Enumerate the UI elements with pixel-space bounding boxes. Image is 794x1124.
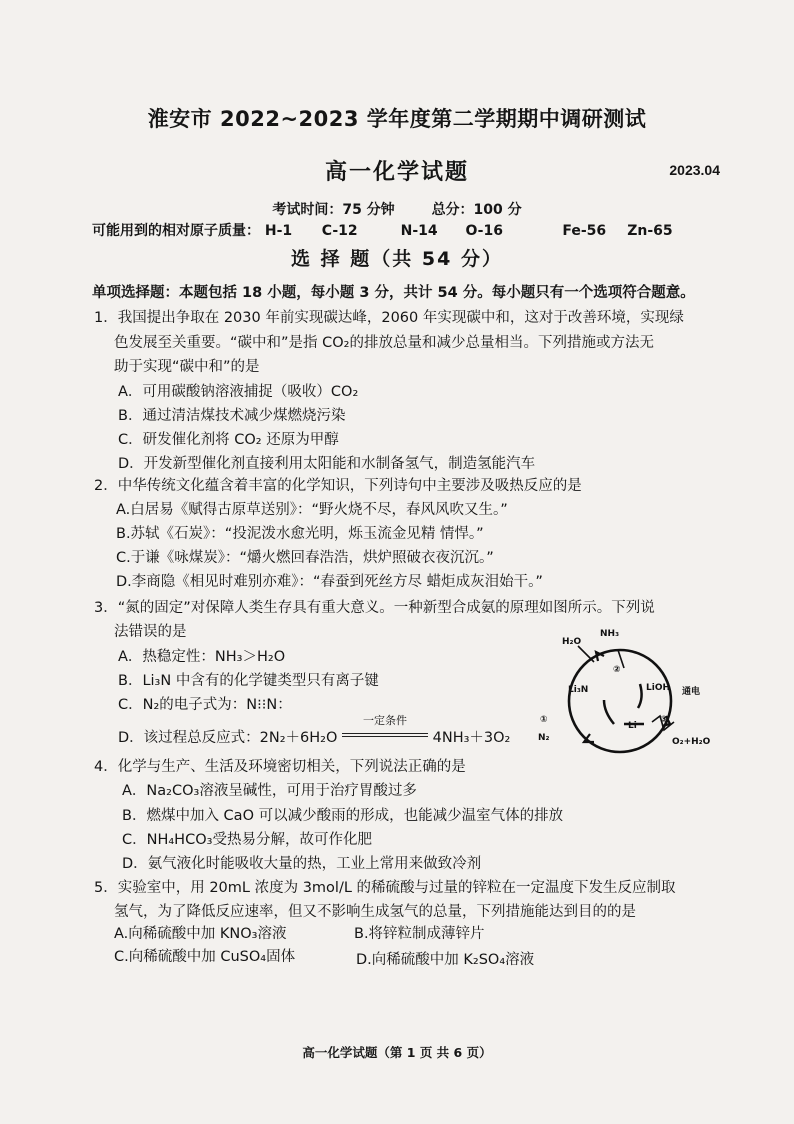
diagram-nh3: NH₃ [600,629,620,639]
q5-option-b: B.将锌粒制成薄锌片 [354,926,485,942]
page-footer: 高一化学试题（第 1 页 共 6 页） [302,1045,492,1060]
q1-option-b: B．通过清洁煤技术减少煤燃烧污染 [118,408,346,424]
q3-option-c: C．N₂的电子式为：N⁝⁝N： [118,697,292,713]
equals-sign [342,733,428,737]
q4-option-c: C．NH₄HCO₃受热易分解，故可作化肥 [122,832,372,848]
q1-option-a: A．可用碳酸钠溶液捕捉（吸收）CO₂ [118,384,359,400]
diagram-step2: ② [613,665,621,675]
q1-option-c: C．研发催化剂将 CO₂ 还原为甲醇 [118,432,339,448]
atomic-masses [92,220,673,240]
diagram-n2: N₂ [538,733,550,743]
section-title: 选 择 题（共 54 分） [291,248,503,270]
q3-stem-line2: 法错误的是 [114,624,187,640]
q5-option-a: A.向稀硫酸中加 KNO₃溶液 [114,926,287,942]
q1-stem-line1: 1．我国提出争取在 2030 年前实现碳达峰，2060 年实现碳中和，这对于改善环境，实现绿 [94,310,684,326]
h2o-in-arrow [578,646,594,662]
mass-item: Fe-56 [562,223,607,239]
total-score: 总分：100 分 [431,202,522,218]
reaction-arrow [342,714,428,737]
q3-option-a: A．热稳定性：NH₃＞H₂O [118,649,286,665]
q1-stem-line3: 助于实现“碳中和”的是 [114,359,260,375]
exam-subtitle: 高一化学试题 [324,160,469,185]
q2-stem: 2．中华传统文化蕴含着丰富的化学知识，下列诗句中主要涉及吸热反应的是 [94,478,582,494]
q1-stem-line2: 色发展至关重要。“碳中和”是指 CO₂的排放总量和减少总量相当。下列措施或方法无 [114,335,654,351]
q3-option-b: B．Li₃N 中含有的化学键类型只有离子键 [118,673,379,689]
q5-stem-line1: 5．实验室中，用 20mL 浓度为 3mol/L 的稀硫酸与过量的锌粒在一定温度下发生反应制取 [94,880,676,896]
diagram-lioh: LiOH [646,683,671,693]
q4-option-b: B．燃煤中加入 CaO 可以减少酸雨的形成，也能减少温室气体的排放 [122,808,564,824]
q3-d-suffix: 4NH₃＋3O₂ [432,730,511,746]
diagram-step3: ③ [660,715,668,725]
q4-option-d: D．氨气液化时能吸收大量的热，工业上常用来做致冷剂 [122,856,482,872]
mass-item: O-16 [465,223,503,239]
inner-arrow-right [638,684,642,708]
diagram-li3n: Li₃N [568,685,589,695]
section-instruction: 单项选择题：本题包括 18 小题，每小题 3 分，共计 54 分。每小题只有一个选项符合题意。 [92,285,695,301]
ammonia-cycle-diagram [534,624,714,774]
diagram-electrolysis: 通电 [682,687,701,697]
diagram-li: Li [628,721,637,731]
q3-option-d [118,714,511,747]
exam-time: 考试时间：75 分钟 [272,202,395,218]
q5-option-d: D.向稀硫酸中加 K₂SO₄溶液 [356,952,535,968]
exam-title: 淮安市 2022~2023 学年度第二学期期中调研测试 [147,107,647,131]
exam-meta [0,199,794,219]
q5-stem-line2: 氢气，为了降低反应速率，但又不影响生成氢气的总量，下列措施能达到目的的是 [114,904,636,920]
q2-option-c: C.于谦《咏煤炭》：“爝火燃回春浩浩，烘炉照破衣夜沉沉。” [116,550,494,566]
q4-option-a: A．Na₂CO₃溶液呈碱性，可用于治疗胃酸过多 [122,783,417,799]
q5-option-c: C.向稀硫酸中加 CuSO₄固体 [114,949,296,965]
q2-option-b: B.苏轼《石炭》：“投泥泼水愈光明，烁玉流金见精 情悍。” [116,526,484,542]
q2-option-a: A.白居易《赋得古原草送别》：“野火烧不尽，春风风吹又生。” [116,502,508,518]
reaction-condition: 一定条件 [363,714,408,727]
masses-label: 可能用到的相对原子质量： [92,223,260,239]
diagram-step1: ① [540,715,548,725]
q3-d-prefix: D．该过程总反应式：2N₂＋6H₂O [118,730,338,746]
q4-stem: 4．化学与生产、生活及环境密切相关，下列说法正确的是 [94,759,466,775]
diagram-o2h2o: O₂+H₂O [672,737,711,747]
exam-date: 2023.04 [669,162,720,178]
mass-item: N-14 [400,223,438,239]
q1-option-d: D．开发新型催化剂直接利用太阳能和水制备氢气，制造氢能汽车 [118,456,536,472]
q2-option-d: D.李商隐《相见时难别亦难》：“春蚕到死丝方尽 蜡炬成灰泪始干。” [116,574,543,590]
q3-stem-line1: 3．“氮的固定”对保障人类生存具有重大意义。一种新型合成氨的原理如图所示。下列说 [94,600,655,616]
mass-item: Zn-65 [627,223,673,239]
mass-item: C-12 [321,223,358,239]
inner-arrow-left [604,700,614,724]
mass-item: H-1 [264,223,293,239]
diagram-h2o: H₂O [562,637,582,647]
